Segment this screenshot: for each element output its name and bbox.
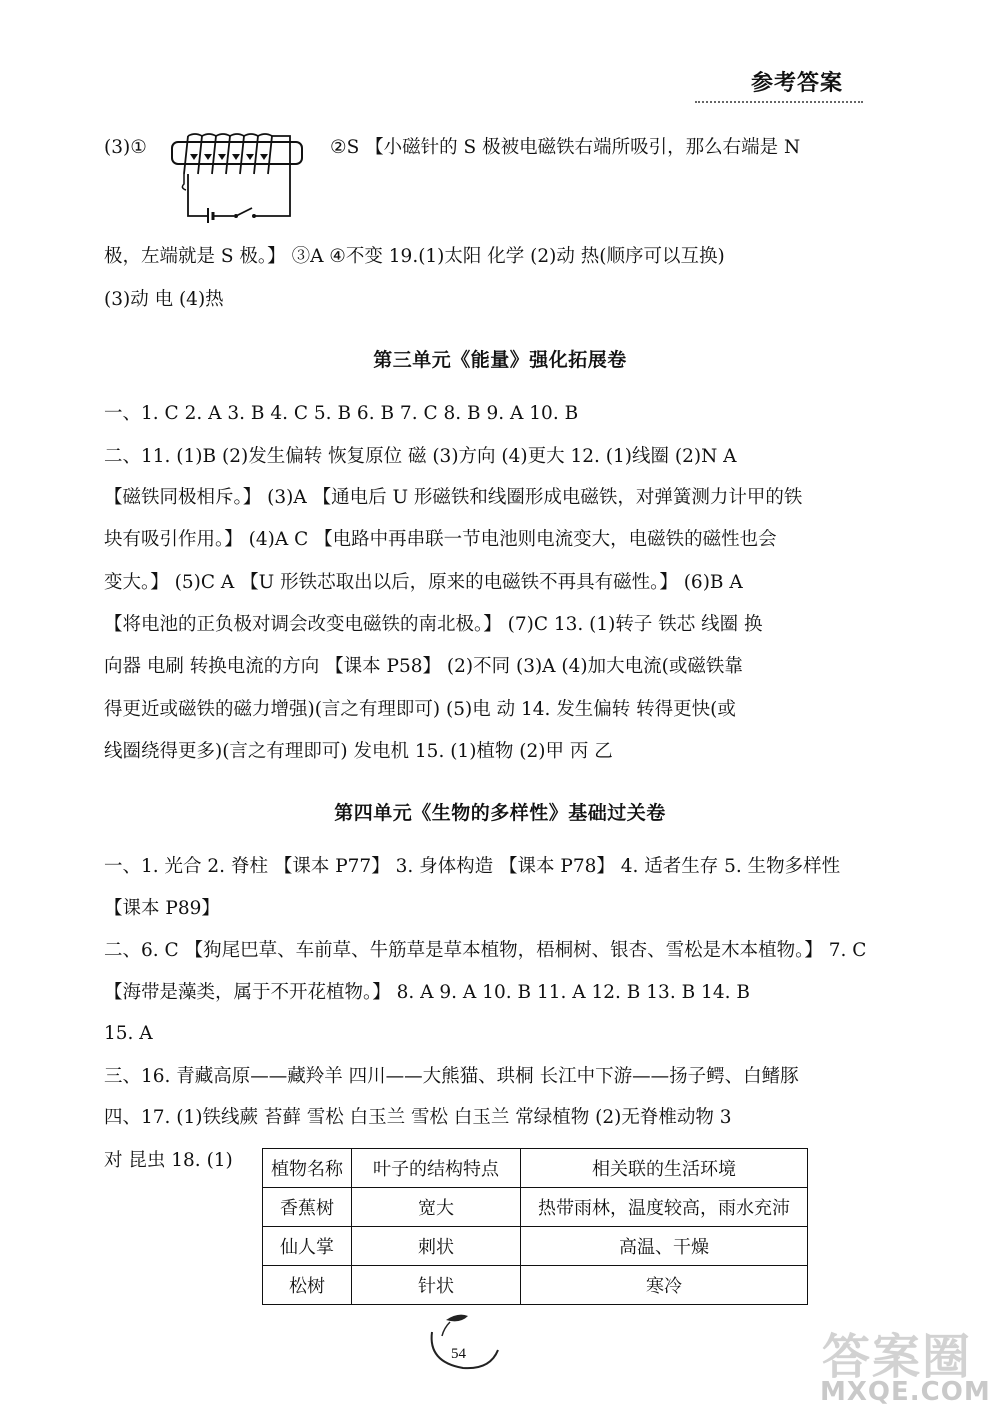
section3-line: 向器 电刷 转换电流的方向 【课本 P58】 (2)不同 (3)A (4)加大电流(或磁铁靠 [104,656,743,677]
table-cell: 仙人掌 [263,1227,352,1266]
section3-line: 线圈绕得更多)(言之有理即可) 发电机 15. (1)植物 (2)甲 丙 乙 [104,741,613,762]
section3-line: 【磁铁同极相斥。】 (3)A 【通电后 U 形磁铁和线圈形成电磁铁，对弹簧测力计甲的铁 [104,487,803,508]
table-header-cell: 相关联的生活环境 [521,1149,808,1188]
table-cell: 刺状 [352,1227,521,1266]
section4-title: 第四单元《生物的多样性》基础过关卷 [334,802,666,824]
intro-line-3: (3)动 电 (4)热 [104,289,224,310]
table-row [263,1188,808,1227]
table-header-cell: 叶子的结构特点 [352,1149,521,1188]
table-row [263,1266,808,1305]
watermark-logo: 答案圈 [822,1329,973,1385]
section4-line: 【课本 P89】 [104,898,220,919]
section4-line: 四、17. (1)铁线蕨 苔藓 雪松 白玉兰 雪松 白玉兰 常绿植物 (2)无脊椎动物 3 [104,1107,732,1128]
table-cell: 香蕉树 [263,1188,352,1227]
table-cell: 高温、干燥 [521,1227,808,1266]
intro-line-1-prefix: (3)① [104,137,147,158]
section3-title: 第三单元《能量》强化拓展卷 [373,349,627,371]
table-header-row [263,1149,808,1188]
header-title: 参考答案 [750,71,843,96]
section3-line: 块有吸引作用。】 (4)A C 【电路中再串联一节电池则电流变大，电磁铁的磁性也会 [104,529,777,550]
section3-line: 变大。】 (5)C A 【U 形铁芯取出以后，原来的电磁铁不再具有磁性。】 (6)B A [104,572,743,593]
intro-line-1: ②S 【小磁针的 S 极被电磁铁右端所吸引，那么右端是 N [330,137,801,158]
page-number: 54 [451,1346,466,1362]
header-divider [695,101,863,103]
table-cell: 针状 [352,1266,521,1305]
section4-line: 一、1. 光合 2. 脊柱 【课本 P77】 3. 身体构造 【课本 P78】 4. 适者生存 5. 生物多样性 [104,856,841,877]
table-cell: 寒冷 [521,1266,808,1305]
section3-line: 【将电池的正负极对调会改变电磁铁的南北极。】 (7)C 13. (1)转子 铁芯 线圈 换 [104,614,763,635]
electromagnet-circuit-diagram [150,128,320,223]
intro-line-2: 极，左端就是 S 极。】 ③A ④不变 19.(1)太阳 化学 (2)动 热(顺序可以互换) [104,246,725,267]
section3-line: 二、11. (1)B (2)发生偏转 恢复原位 磁 (3)方向 (4)更大 12. (1)线圈 (2)N A [104,446,737,467]
table-row [263,1227,808,1266]
section3-line: 一、1. C 2. A 3. B 4. C 5. B 6. B 7. C 8. B 9. A 10. B [104,403,579,424]
section4-line: 对 昆虫 18. (1) [104,1150,233,1171]
table-cell: 宽大 [352,1188,521,1227]
table-header-cell: 植物名称 [263,1149,352,1188]
section4-line: 三、16. 青藏高原——藏羚羊 四川——大熊猫、珙桐 长江中下游——扬子鳄、白鳍豚 [104,1066,799,1087]
section4-line: 15. A [104,1023,153,1044]
table-cell: 热带雨林，温度较高，雨水充沛 [521,1188,808,1227]
section4-line: 【海带是藻类，属于不开花植物。】 8. A 9. A 10. B 11. A 12. B 13. B 14. B [104,982,750,1003]
watermark-url: MXQE.COM [820,1377,991,1407]
table-cell: 松树 [263,1266,352,1305]
section4-line: 二、6. C 【狗尾巴草、车前草、牛筋草是草本植物，梧桐树、银杏、雪松是木本植物。】 7. C [104,940,867,961]
section3-line: 得更近或磁铁的磁力增强)(言之有理即可) (5)电 动 14. 发生偏转 转得更快(或 [104,699,736,720]
page-number-leaf-icon [418,1310,508,1380]
plant-leaf-table [262,1148,808,1305]
